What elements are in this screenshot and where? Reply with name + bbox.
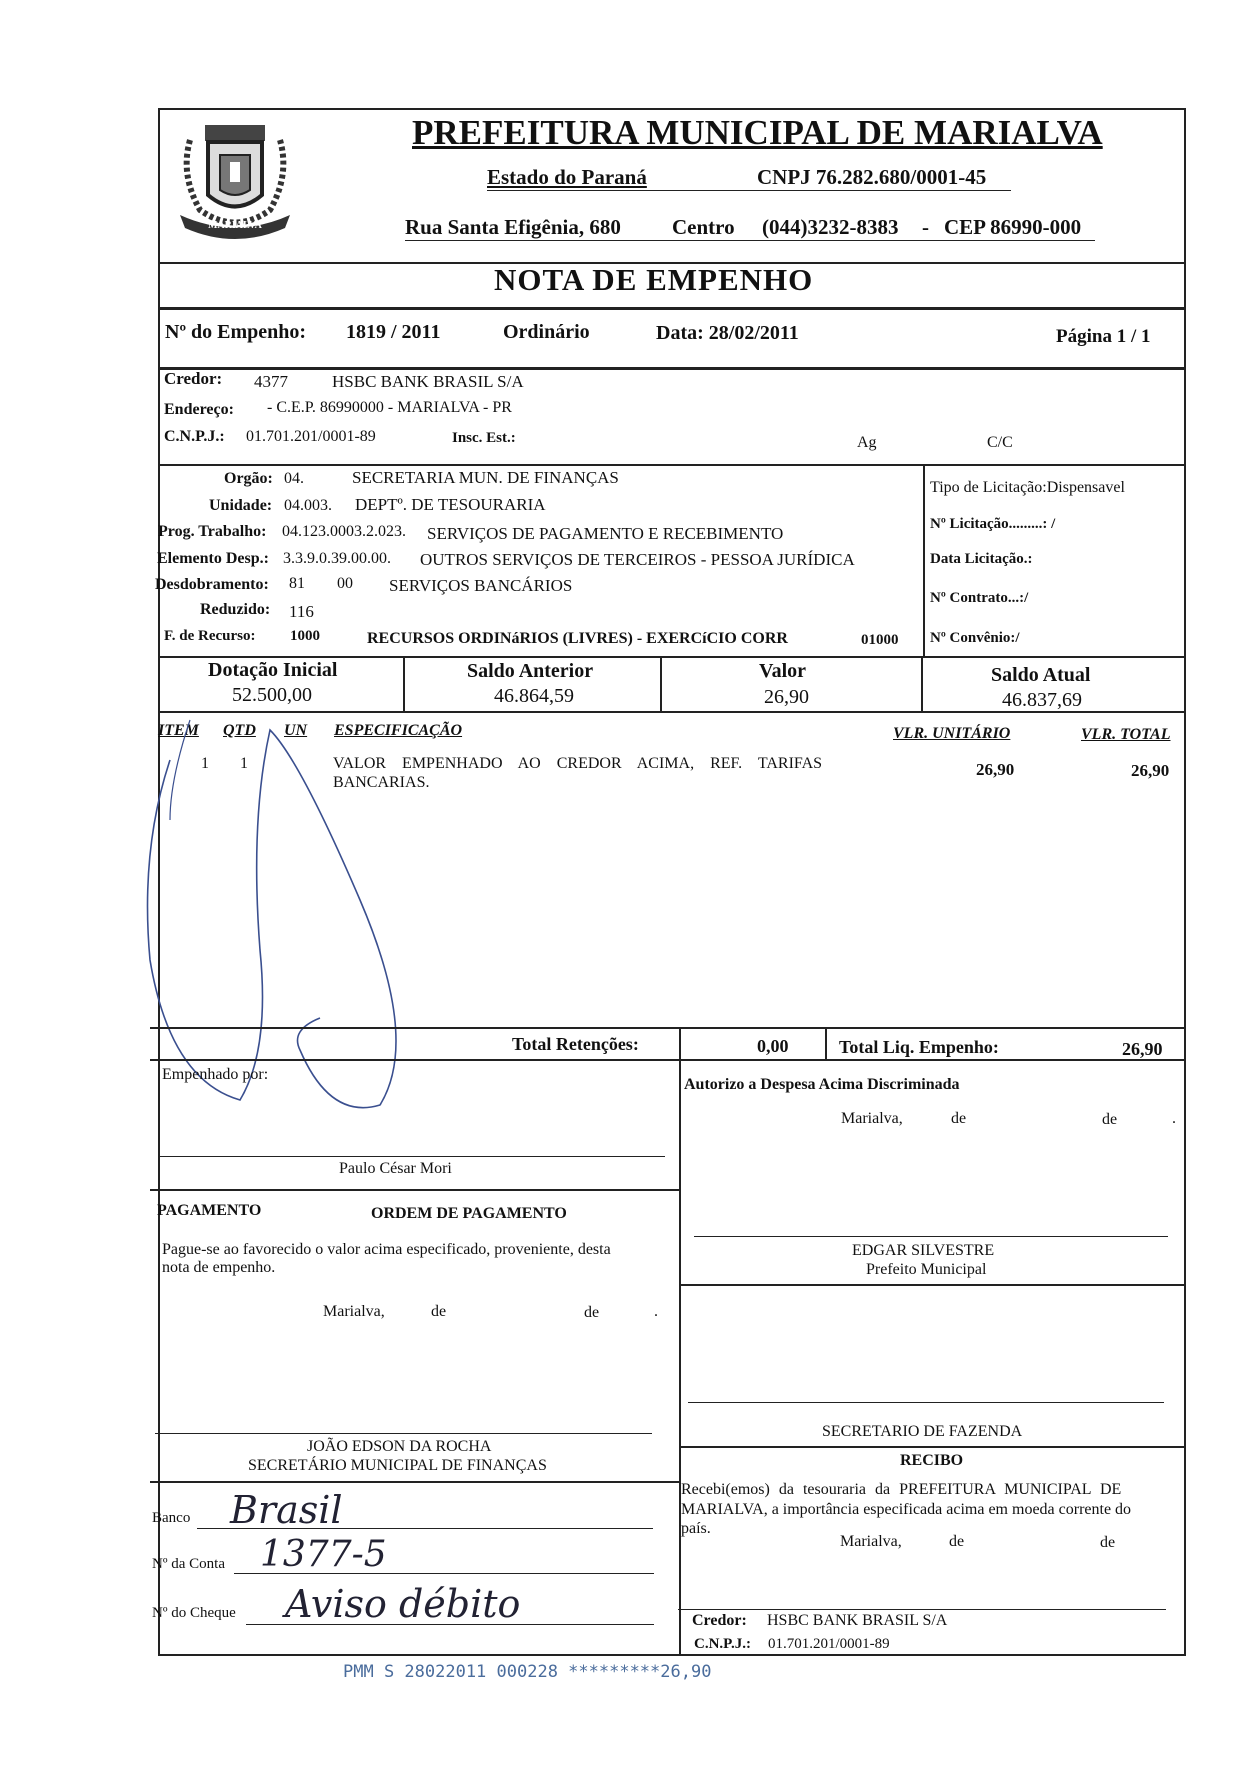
pagamento-text-line1: Pague-se ao favorecido o valor acima especificado, proveniente, desta: [162, 1241, 611, 1258]
desdobramento-sub: 00: [337, 575, 353, 592]
recibo-text-line1: Recebi(emos) da tesouraria da PREFEITURA MUNICIPAL DE: [681, 1481, 1122, 1498]
ordem-pagamento-label: ORDEM DE PAGAMENTO: [371, 1205, 567, 1222]
col-especificacao: ESPECIFICAÇÃO: [334, 722, 463, 739]
elemento-label: Elemento Desp.:: [157, 550, 269, 567]
ag-label: Ag: [857, 434, 877, 451]
saldo-atual-value: 46.837,69: [1002, 689, 1082, 711]
header-cep: CEP 86990-000: [944, 215, 1082, 239]
recibo-credor-label: Credor:: [692, 1612, 747, 1629]
recibo-cnpj: 01.701.201/0001-89: [768, 1636, 890, 1652]
header-phone: (044)3232-8383: [762, 215, 899, 239]
insc-label: Insc. Est.:: [452, 430, 516, 446]
recibo-credor-name: HSBC BANK BRASIL S/A: [767, 1612, 948, 1629]
empenho-date: Data: 28/02/2011: [656, 322, 799, 344]
licitacao-numero: Nº Licitação.........: /: [930, 516, 1056, 532]
total-retencoes-value: 0,00: [757, 1036, 789, 1056]
saldo-anterior-label: Saldo Anterior: [467, 660, 594, 682]
doc-title: NOTA DE EMPENHO: [494, 262, 814, 297]
recurso-label: F. de Recurso:: [164, 628, 256, 644]
credor-name: HSBC BANK BRASIL S/A: [332, 372, 524, 391]
saldo-atual-label: Saldo Atual: [991, 664, 1091, 686]
desdobramento-name: SERVIÇOS BANCÁRIOS: [389, 576, 573, 595]
secretario-financas-name: JOÃO EDSON DA ROCHA: [307, 1438, 492, 1455]
pagamento-de1: de: [431, 1303, 447, 1320]
empenho-number: 1819 / 2011: [346, 321, 441, 343]
licitacao-data: Data Licitação.:: [930, 551, 1033, 567]
credor-address: - C.E.P. 86990000 - MARIALVA - PR: [267, 399, 512, 416]
orgao-name: SECRETARIA MUN. DE FINANÇAS: [352, 468, 619, 487]
item-spec-line2: BANCARIAS.: [333, 774, 430, 791]
empenhado-name: Paulo César Mori: [339, 1160, 452, 1177]
banco-handwritten: Brasil: [230, 1488, 343, 1532]
total-liq-label: Total Liq. Empenho:: [839, 1037, 999, 1057]
recibo-text-line3: país.: [681, 1520, 711, 1537]
recibo-city: Marialva,: [840, 1533, 902, 1550]
col-vlr-unitario: VLR. UNITÁRIO: [893, 725, 1011, 742]
pagamento-de2: de: [584, 1304, 600, 1321]
municipal-seal-icon: [160, 100, 310, 250]
recibo-de1: de: [949, 1533, 965, 1550]
dotacao-value: 52.500,00: [232, 684, 312, 706]
credor-cnpj: 01.701.201/0001-89: [246, 428, 376, 445]
page-title: PREFEITURA MUNICIPAL DE MARIALVA: [412, 113, 1103, 152]
header-cnpj: CNPJ 76.282.680/0001-45: [757, 165, 987, 189]
seal-ribbon-text: MARIALVA: [208, 220, 262, 231]
autorizo-label: Autorizo a Despesa Acima Discriminada: [684, 1076, 960, 1093]
prog-code: 04.123.0003.2.023.: [282, 523, 406, 540]
orgao-code: 04.: [284, 470, 304, 487]
unidade-code: 04.003.: [284, 497, 332, 514]
header-district: Centro: [672, 215, 735, 239]
prog-label: Prog. Trabalho:: [158, 523, 267, 540]
secretario-fazenda-role: SECRETARIO DE FAZENDA: [822, 1423, 1023, 1440]
recurso-number: 01000: [861, 632, 899, 648]
desdobramento-label: Desdobramento:: [155, 576, 269, 593]
item-number: 1: [201, 755, 209, 772]
cnpj-label: C.N.P.J.:: [164, 428, 225, 445]
cheque-label: Nº do Cheque: [152, 1605, 236, 1621]
saldo-anterior-value: 46.864,59: [494, 685, 574, 707]
col-item: ITEM: [158, 722, 199, 739]
secretario-financas-role: SECRETÁRIO MUNICIPAL DE FINANÇAS: [248, 1457, 547, 1474]
item-total-value: 26,90: [1131, 761, 1170, 780]
prefeito-role: Prefeito Municipal: [866, 1261, 987, 1278]
header-state: Estado do Paraná: [487, 165, 647, 189]
recibo-cnpj-label: C.N.P.J.:: [694, 1636, 751, 1652]
pagamento-label: PAGAMENTO: [157, 1202, 262, 1219]
autorizo-dot: .: [1172, 1110, 1176, 1127]
header-address: Rua Santa Efigênia, 680: [405, 215, 621, 239]
col-vlr-total: VLR. TOTAL: [1081, 726, 1171, 743]
page-number: Página 1 / 1: [1056, 326, 1151, 347]
orgao-label: Orgão:: [224, 470, 273, 487]
empenhado-label: Empenhado por:: [162, 1066, 269, 1083]
pagamento-text-line2: nota de empenho.: [162, 1259, 276, 1276]
bank-stamp: PMM S 28022011 000228 *********26,90: [343, 1662, 712, 1682]
header-separator: -: [922, 215, 929, 239]
reduzido-label: Reduzido:: [200, 601, 271, 618]
valor-label: Valor: [759, 660, 807, 682]
empenho-type: Ordinário: [503, 321, 590, 343]
cheque-handwritten: Aviso débito: [285, 1582, 521, 1626]
pagamento-city: Marialva,: [323, 1303, 385, 1320]
endereco-label: Endereço:: [164, 401, 234, 418]
item-unit-value: 26,90: [976, 760, 1015, 779]
recibo-text-line2: MARIALVA, a importância especificada acima em moeda corrente do: [681, 1501, 1132, 1518]
prefeito-name: EDGAR SILVESTRE: [852, 1242, 995, 1259]
empenho-number-label: Nº do Empenho:: [165, 321, 307, 343]
credor-label: Credor:: [164, 369, 223, 388]
item-qtd: 1: [240, 755, 248, 772]
recurso-code: 1000: [290, 628, 320, 644]
dotacao-label: Dotação Inicial: [208, 659, 338, 681]
elemento-name: OUTROS SERVIÇOS DE TERCEIROS - PESSOA JURÍDICA: [420, 550, 855, 569]
conta-label: Nº da Conta: [152, 1556, 225, 1572]
licitacao-contrato: Nº Contrato...:/: [930, 590, 1029, 606]
conta-handwritten: 1377-5: [260, 1534, 387, 1575]
licitacao-convenio: Nº Convênio:/: [930, 630, 1020, 646]
reduzido-value: 116: [289, 602, 314, 621]
autorizo-de1: de: [951, 1110, 967, 1127]
prog-name: SERVIÇOS DE PAGAMENTO E RECEBIMENTO: [427, 524, 784, 543]
licitacao-tipo: Tipo de Licitação:Dispensavel: [930, 479, 1125, 496]
col-un: UN: [284, 722, 308, 739]
total-liq-value: 26,90: [1122, 1039, 1163, 1059]
recurso-name: RECURSOS ORDINáRIOS (LIVRES) - EXERCíCIO CORR: [367, 630, 788, 647]
credor-code: 4377: [254, 372, 288, 391]
unidade-label: Unidade:: [209, 497, 273, 514]
recibo-de2: de: [1100, 1534, 1116, 1551]
elemento-code: 3.3.9.0.39.00.00.: [283, 550, 391, 567]
banco-label: Banco: [152, 1510, 191, 1526]
autorizo-de2: de: [1102, 1111, 1118, 1128]
pagamento-dot: .: [654, 1303, 658, 1320]
cc-label: C/C: [987, 434, 1013, 451]
item-spec-line1: VALOR EMPENHADO AO CREDOR ACIMA, REF. TARIFAS: [333, 755, 823, 772]
recibo-label: RECIBO: [900, 1452, 964, 1469]
valor-value: 26,90: [764, 686, 809, 708]
total-retencoes-label: Total Retenções:: [512, 1034, 639, 1054]
unidade-name: DEPTº. DE TESOURARIA: [355, 495, 546, 514]
desdobramento-code: 81: [289, 575, 305, 592]
autorizo-city: Marialva,: [841, 1110, 903, 1127]
col-qtd: QTD: [223, 722, 256, 739]
